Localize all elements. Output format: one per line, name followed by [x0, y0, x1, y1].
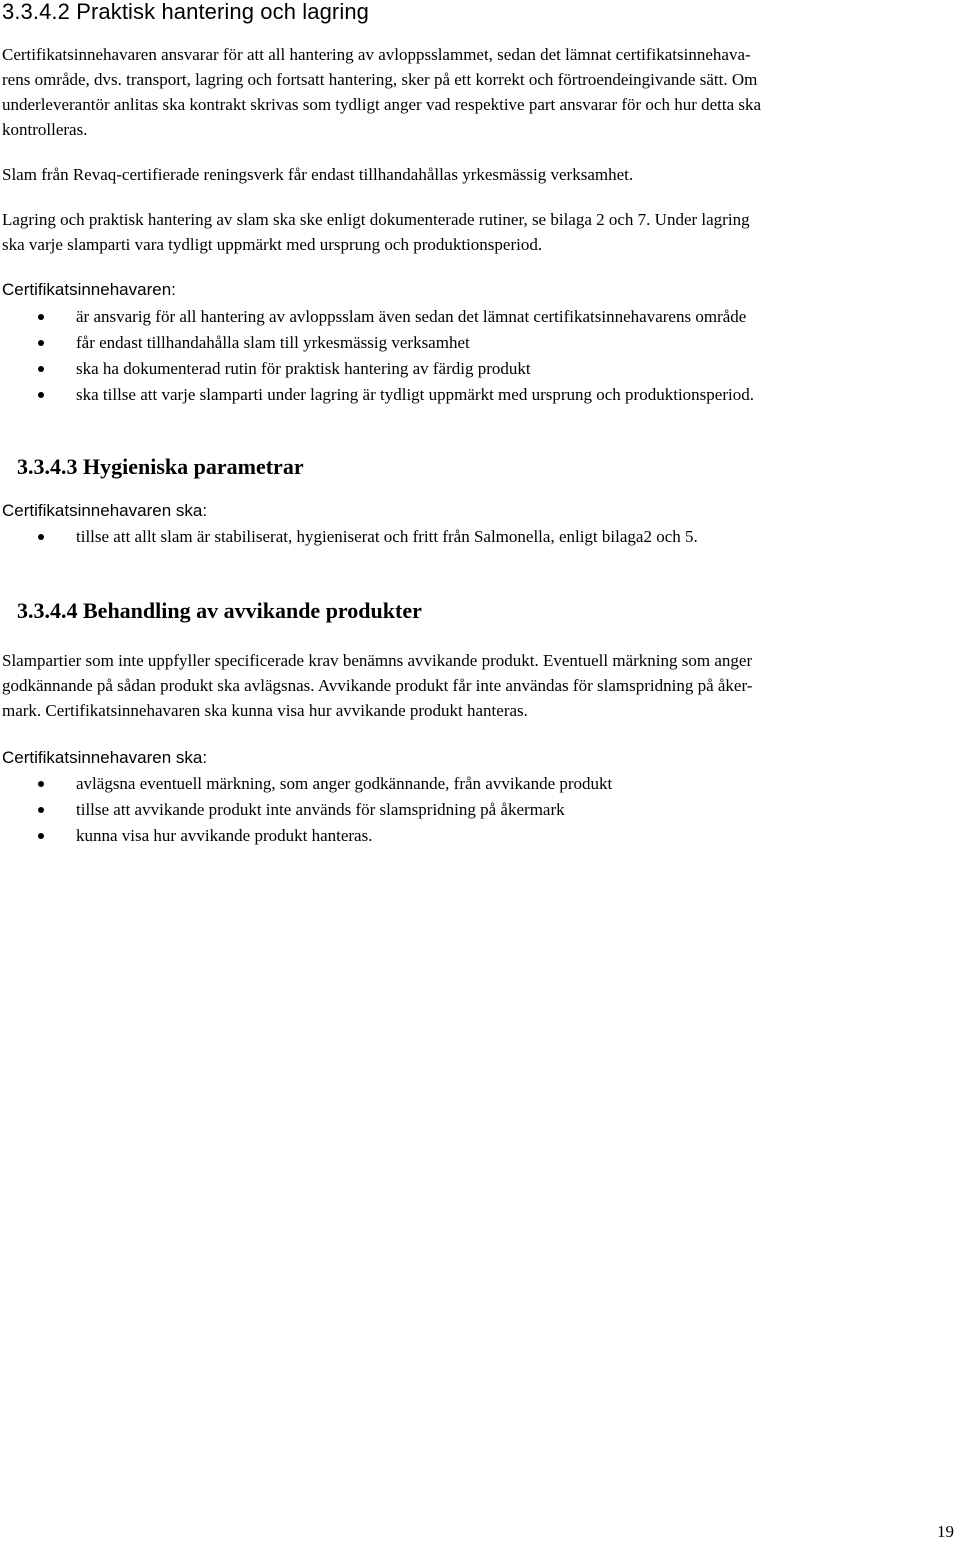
list-item-text: tillse att allt slam är stabiliserat, hygieniserat och fritt från Salmonella, enligt bilaga2 och 5.	[76, 527, 698, 546]
paragraph-avvikande	[2, 648, 954, 723]
page-content	[2, 0, 954, 849]
list-item	[2, 330, 954, 356]
paragraph-lagring	[2, 207, 954, 257]
bullet-icon	[38, 534, 44, 540]
list-item-text: tillse att avvikande produkt inte används för slamspridning på åkermark	[76, 800, 565, 819]
list-item-text: ska tillse att varje slamparti under lagring är tydligt uppmärkt med ursprung och produktionsperiod.	[76, 385, 754, 404]
list-item	[2, 823, 954, 849]
section-heading-praktisk-hantering: 3.3.4.2 Praktisk hantering och lagring	[2, 0, 370, 24]
paragraph-line: kontrolleras.	[2, 120, 88, 139]
list-item-text: är ansvarig för all hantering av avloppsslam även sedan det lämnat certifikatsinnehavarens område	[76, 307, 747, 326]
paragraph-line: ska varje slamparti vara tydligt uppmärkt med ursprung och produktionsperiod.	[2, 235, 543, 254]
paragraph-line: Certifikatsinnehavaren ansvarar för att all hantering av avloppsslammet, sedan det lämnat certifikatsinnehava-	[2, 45, 751, 64]
list-item	[2, 304, 954, 330]
bullet-icon	[38, 366, 44, 372]
section-heading-hygieniska-parametrar: 3.3.4.3 Hygieniska parametrar	[17, 454, 304, 479]
paragraph-ansvar	[2, 42, 954, 142]
list-item-text: får endast tillhandahålla slam till yrkesmässig verksamhet	[76, 333, 470, 352]
list-item	[2, 524, 954, 550]
bullet-icon	[38, 340, 44, 346]
list-item	[2, 382, 954, 408]
paragraph-line: underleverantör anlitas ska kontrakt skrivas som tydligt anger vad respektive part ansvarar för och hur detta ska	[2, 95, 762, 114]
bullet-list-hygien	[2, 524, 954, 550]
label-certifikatsinnehavaren-ska: Certifikatsinnehavaren ska:	[2, 501, 208, 520]
paragraph-line: mark. Certifikatsinnehavaren ska kunna visa hur avvikande produkt hanteras.	[2, 701, 528, 720]
bullet-icon	[38, 781, 44, 787]
bullet-list-avvikande	[2, 771, 954, 849]
bullet-icon	[38, 807, 44, 813]
list-item-text: avlägsna eventuell märkning, som anger godkännande, från avvikande produkt	[76, 774, 613, 793]
paragraph-line: godkännande på sådan produkt ska avlägsnas. Avvikande produkt får inte användas för slamspridning på åker-	[2, 676, 753, 695]
section-heading-avvikande-produkter: 3.3.4.4 Behandling av avvikande produkter	[17, 598, 422, 623]
label-certifikatsinnehavaren-ska: Certifikatsinnehavaren ska:	[2, 748, 208, 767]
bullet-icon	[38, 392, 44, 398]
list-item-text: kunna visa hur avvikande produkt hanteras.	[76, 826, 373, 845]
label-certifikatsinnehavaren: Certifikatsinnehavaren:	[2, 280, 176, 299]
paragraph-line: rens område, dvs. transport, lagring och fortsatt hantering, sker på ett korrekt och förtroendeingivande sätt. Om	[2, 70, 758, 89]
bullet-icon	[38, 314, 44, 320]
list-item	[2, 356, 954, 382]
list-item	[2, 771, 954, 797]
list-item	[2, 797, 954, 823]
bullet-list-praktisk	[2, 304, 954, 408]
list-item-text: ska ha dokumenterad rutin för praktisk hantering av färdig produkt	[76, 359, 531, 378]
bullet-icon	[38, 833, 44, 839]
paragraph-revaq: Slam från Revaq-certifierade reningsverk får endast tillhandahållas yrkesmässig verksamhet.	[2, 165, 634, 184]
page-number: 19	[937, 1522, 954, 1541]
paragraph-line: Lagring och praktisk hantering av slam ska ske enligt dokumenterade rutiner, se bilaga 2 och 7. Under lagring	[2, 210, 750, 229]
paragraph-line: Slampartier som inte uppfyller specificerade krav benämns avvikande produkt. Eventuell märkning som anger	[2, 651, 753, 670]
